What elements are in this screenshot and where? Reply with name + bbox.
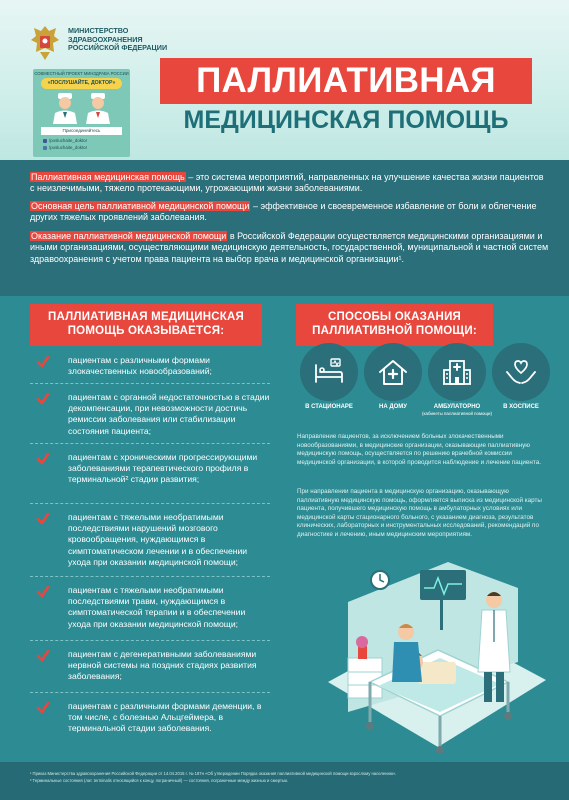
divider [30, 383, 270, 384]
vk-icon [43, 146, 47, 150]
promo-top-text: СОВМЕСТНЫЙ ПРОЕКТ МИНЗДРАВА РОССИИ [34, 71, 129, 76]
referral-text: Направление пациентов, за исключением больных злокачественными новообразованиями, в медицинские организации, оказывающие паллиативную медицинскую помощь, осуществляется по решению врачебной комиссии медицинской организации, в которой проводится наблюдение и лечение пациента. [297, 433, 541, 466]
intro-paragraph [30, 231, 550, 265]
home-icon [377, 356, 409, 388]
ministry-line-2: ЗДРАВООХРАНЕНИЯ [68, 34, 143, 44]
check-icon [36, 585, 50, 599]
heart-hands-icon [505, 356, 537, 388]
way-label-text: АМБУЛАТОРНО [433, 404, 481, 410]
footnote: ¹ Приказ Министерства здравоохранения Российской Федерации от 14.04.2015 г. № 187н «Об утверждении Порядка оказания паллиативной медицинской помощи взрослому населению». [30, 771, 397, 776]
heading-line: ПАЛЛИАТИВНОЙ ПОМОЩИ: [312, 324, 477, 337]
clinic-building-icon [441, 356, 473, 388]
highlight: Основная цель паллиативной медицинской помощи [31, 201, 250, 211]
list-item-text: пациентам с органной недостаточностью в стадии декомпенсации, при невозможности достичь ремиссии заболевания или стабилизации состояния пациента; [68, 392, 270, 436]
intro-text: – это система мероприятий, направленных на улучшение качества жизни пациентов с неизлечимыми, тяжело протекающими, угрожающими жизни заболеваниями. [30, 172, 544, 194]
divider [30, 576, 270, 577]
header [0, 0, 569, 160]
hospital-ward-illustration [318, 562, 550, 758]
heading-line: ПОМОЩЬ ОКАЗЫВАЕТСЯ: [67, 324, 225, 337]
facebook-icon [43, 139, 47, 143]
referral-text: При направлении пациента в медицинскую организацию, оказывающую паллиативную медицинскую помощь, оформляется выписка из медицинской карты пациента, получившего медицинскую помощь в амбулаторных условиях или медицинской карты стационарного больного, с указанием диагноза, результатов клинических, лабораторных и инструментальных исследований, рекомендаций по диагностике и лечению, иным медицинским мероприятиям. [297, 488, 542, 538]
page-title: ПАЛЛИАТИВНАЯ [160, 58, 532, 104]
check-icon [36, 355, 50, 369]
check-icon [36, 512, 50, 526]
check-icon [36, 649, 50, 663]
way-label: В СТАЦИОНАРЕ [305, 404, 353, 410]
way-hospital [300, 343, 358, 401]
highlight: Паллиативная медицинская помощь [31, 172, 185, 182]
divider [30, 692, 270, 693]
way-note: (кабинеты паллиативной помощи) [422, 411, 492, 417]
way-label [422, 404, 492, 417]
way-hospice [492, 343, 550, 401]
check-icon [36, 452, 50, 466]
list-item-text: пациентам с тяжелыми необратимыми последствиями нарушений мозгового кровообращения, нуждающимся в симптоматическом лечении и в обеспечении ухода при оказании медицинской помощи; [68, 512, 248, 567]
intro-section [0, 160, 569, 296]
divider [30, 503, 270, 504]
check-icon [36, 392, 50, 406]
footnote: ² Терминальные состояния (лат. terminalis относящийся к концу, пограничный) — состояния, пограничные между жизнью и смертью. [30, 778, 289, 783]
promo-link-text: /posluchaite_doktor [49, 145, 88, 150]
promo-badge: «ПОСЛУШАЙТЕ, ДОКТОР» [41, 78, 122, 89]
divider [30, 443, 270, 444]
doctor-illustration-icon [51, 92, 79, 124]
promo-link-text: /posluchaite_doktor [49, 138, 88, 143]
intro-paragraph [30, 172, 550, 195]
heading-line: ПАЛЛИАТИВНАЯ МЕДИЦИНСКАЯ [48, 311, 244, 323]
list-item-text: пациентам с тяжелыми необратимыми последствиями травм, нуждающимся в симптоматической терапии и в обеспечении ухода при оказании медицинской помощи; [68, 585, 246, 629]
russian-emblem-icon [28, 22, 62, 62]
methods-heading [296, 304, 493, 346]
patients-heading [30, 304, 262, 346]
way-label: В ХОСПИСЕ [503, 404, 539, 410]
promo-links [43, 137, 123, 151]
intro-text: – эффективное и своевременное избавление от боли и облегчение других тяжелых проявлений заболевания. [30, 201, 537, 223]
ministry-line-3: РОССИЙСКОЙ ФЕДЕРАЦИИ [68, 43, 168, 53]
promo-link-facebook[interactable] [43, 137, 123, 144]
ministry-line-1: МИНИСТЕРСТВО [68, 26, 129, 35]
highlight: Оказание паллиативной медицинской помощи [31, 231, 227, 241]
list-item-text: пациентам с дегенеративными заболеваниями нервной системы на поздних стадиях развития заболевания; [68, 649, 257, 682]
promo-join: Присоединяйтесь [41, 127, 122, 135]
page-subtitle: МЕДИЦИНСКАЯ ПОМОЩЬ [183, 106, 509, 134]
list-item-text: пациентам с хроническими прогрессирующими заболеваниями терапевтического профиля в терминальной² стадии развития; [68, 452, 258, 485]
promo-link-vk[interactable] [43, 144, 123, 151]
promo-banner[interactable] [33, 69, 130, 157]
list-item-text: пациентам с различными формами деменции, в том числе, с болезнью Альцгеймера, в терминальной стадии заболевания. [68, 701, 262, 734]
way-label: НА ДОМУ [378, 404, 407, 410]
hospital-bed-icon [313, 356, 345, 388]
heading-line: СПОСОБЫ ОКАЗАНИЯ [327, 311, 461, 323]
intro-text: в Российской Федерации осуществляется медицинскими организациями и иными организациями, осуществляющими медицинскую деятельность, государственной, муниципальной и частной систем здравоохранения с учетом права пациента на выбор врача и медицинской организации¹. [30, 231, 549, 264]
doctor-illustration-icon [84, 92, 112, 124]
divider [30, 640, 270, 641]
list-item-text: пациентам с различными формами злокачественных новообразований; [68, 355, 212, 377]
ministry-name [68, 27, 178, 53]
check-icon [36, 701, 50, 715]
way-outpatient [428, 343, 486, 401]
footnotes [0, 762, 569, 800]
intro-paragraph [30, 201, 550, 224]
way-home [364, 343, 422, 401]
